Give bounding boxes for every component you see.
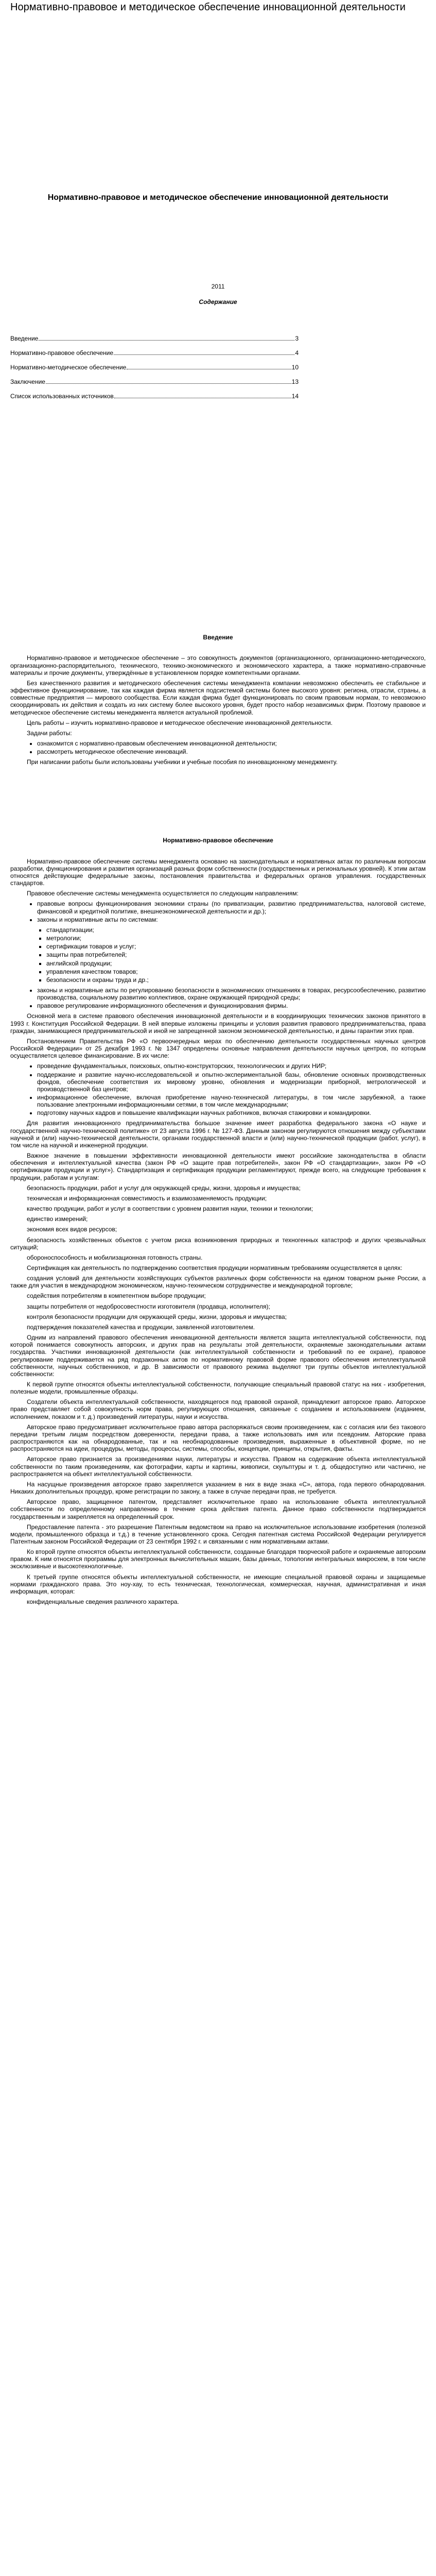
list-item: ▪ управления качеством товаров; (46, 968, 426, 975)
paragraph: Важное значение в повышении эффективности инновационной деятельности имеют российские законодательства в области обеспечения и интеллектуальной качества (закон РФ «О защите прав потребителей», закон РФ «О стандартизации», закон РФ «О сертификации продукции и услуг»). Стандартизация и сертификация продукции регламентируют, прежде всего, на следующие требования к продукции, работам и услугам: (10, 1152, 426, 1181)
toc-item (10, 378, 299, 385)
list-item: • ознакомится с нормативно-правовым обеспечением инновационной деятельности; (37, 740, 426, 747)
document-top-title: Нормативно-правовое и методическое обеспечение инновационной деятельности (10, 2, 406, 13)
requirement: безопасность продукции, работ и услуг для окружающей среды, жизни, здоровья и имущества; (27, 1184, 301, 1192)
systems-list (10, 926, 426, 984)
paragraph: Основной мега в системе правового обеспечения инновационной деятельности и в координирующих технических законов принятого в 1993 г. Конституция Российской Федерации. В ней впервые изложены принципы и условия развития правового предпринимательства, права граждан, занимающиеся предпринимательской и иной не запрещенной законом экономической деятельностью, и даны гарантии этих прав. (10, 1012, 426, 1035)
norm-section (10, 858, 426, 1606)
list-item: ▪ стандартизации; (46, 926, 426, 934)
list-item: • правовое регулирование информационного обеспечения и функционирования фирмы. (37, 1002, 426, 1009)
paragraph: Нормативно-правовое и методическое обеспечение – это совокупность документов (организационного, организационно-методического, организационно-распорядительного, технического, технико-экономического и экономического характера, а также нормативно-справочные материалы и прочие документы, утверждённые в установленном порядке компетентными органами. (10, 654, 426, 676)
certification-goal: защиты потребителя от недобросовестности изготовителя (продавца, исполнителя); (27, 1302, 270, 1310)
list-item: • правовые вопросы функционирования экономики страны (по приватизации, развитию предпринимательства, налоговой системе, финансовой и кредитной политике, внешнеэкономической деятельности и др.); (37, 900, 426, 914)
paragraph: Сертификация как деятельность по подтверждению соответствия продукции нормативным требованиям осуществляется в целях: (27, 1264, 403, 1272)
toc-item-page: 13 (291, 378, 299, 385)
main-title: Нормативно-правовое и методическое обеспечение инновационной деятельности (47, 193, 389, 202)
toc-item (10, 393, 299, 400)
paragraph: Без качественного развития и методического обеспечения системы менеджмента компании невозможно обеспечить ее стабильное и эффективное функционирование, так как каждая фирма является подсистемой системы более высокого уровня: региона, отрасли, страны, а совместные предприятия — мирового сообщества. Если каждая фирма будет функционировать по своим правовым нормам, то невозможно скоординировать их действия и создать из них систему более высокого уровня, будет просто набор независимых фирм. Поэтому правовое и методическое обеспечение системы менеджмента является актуальной проблемой. (10, 679, 426, 716)
list-item: ▪ метрологии; (46, 935, 426, 942)
paragraph: Создатели объекта интеллектуальной собственности, находящегося под правовой охраной, принадлежит авторское право. Авторское право представляет собой совокупность норм права, регулирующих отношения, связанные с созданием и использованием (изданием, исполнением, показом и т. д.) произведений литературы, науки и искусства. (10, 1398, 426, 1420)
paragraph: Предоставление патента - это разрешение Патентным ведомством на право на исключительное использование изобретения (полезной модели, промышленного образца и т.д.) в течение установленного срока. Сегодня патентная система Российской Федерации регулируется Патентным законом Российской Федерации от 23 сентября 1992 г. и связанными с ним нормативными актами. (10, 1523, 426, 1545)
list-item: ▪ защиты прав потребителей; (46, 951, 426, 958)
list-item: ▪ безопасности и охраны труда и др.; (46, 976, 426, 984)
paragraph: конфиденциальные сведения различного характера. (27, 1598, 179, 1606)
certification-goal: контроля безопасности продукции для окружающей среды, жизни, здоровья и имущества; (27, 1313, 287, 1320)
directions-list-continued (10, 987, 426, 1009)
paragraph: Авторское право признается за произведениями науки, литературы и искусства. Правом на содержание объекта интеллектуальной собственности по таким произведениям, как фотографии, карты и картины, живописи, скульптуры и т. д. общедоступно или частично, не распространяется на объект интеллектуальной собственности. (10, 1455, 426, 1478)
toc-item-title: Список использованных источников (10, 393, 114, 400)
paragraph: Правовое обеспечение системы менеджмента осуществляется по следующим направлениям: (27, 890, 299, 897)
requirement: безопасность хозяйственных объектов с учетом риска возникновения природных и техногенных катастроф и других чрезвычайных ситуаций; (10, 1236, 426, 1251)
paragraph: Одним из направлений правового обеспечения инновационной деятельности является защита интеллектуальной собственности, под которой понимается совокупность авторских, и других прав на результаты этой деятельности, охраняемые законодательными актами государства. Участники инновационной деятельности (как интеллектуальной собственности и требований по ее охране), правовое регулирование поддерживается на ряд подзаконных актов по нормативному правовой форме правового обеспечения интеллектуальной собственности, научных собственников, и др. В зависимости от правового режима выделяют три группы объектов интеллектуальной собственности: (10, 1334, 426, 1378)
toc-item-page: 4 (295, 349, 299, 357)
tasks-label: Задачи работы: (27, 729, 72, 737)
toc-item-page: 3 (295, 334, 299, 342)
intro-heading: Введение (203, 634, 233, 641)
list-item: • подготовку научных кадров и повышение квалификации научных работников, включая стажировки и командировки. (37, 1109, 426, 1116)
tasks-list (10, 740, 426, 755)
norm-heading: Нормативно-правовое обеспечение (163, 837, 273, 844)
list-item: • законы и нормативные акты по регулированию безопасности в экономических отношениях в товарах, ресурсообеспечению, развитию производства, социальному развитию коллективов, охране окружающей природной среды; (37, 987, 426, 1001)
certification-goal: содействия потребителям в компетентном выборе продукции; (27, 1292, 206, 1300)
paragraph: Постановлением Правительства РФ «О первоочередных мерах по обеспечению деятельности государственных научных центров Российской Федерации» от 25 декабря 1993 г. № 1347 определены основные направления деятельности научных центров, по которым осуществляется целевое финансирование. В их числе: (10, 1037, 426, 1060)
list-item: • проведение фундаментальных, поисковых, опытно-конструкторских, технологических и других НИР; (37, 1062, 426, 1070)
list-item: • информационное обеспечение, включая приобретение научно-технической литературы, в том числе зарубежной, а также пользование электронными информационными сетями, в том числе международными; (37, 1094, 426, 1108)
list-item: ▪ английской продукции; (46, 960, 426, 967)
directions-list (10, 900, 426, 923)
paragraph: Ко второй группе относятся объекты интеллектуальной собственности, созданные благодаря творческой работе и охраняемые авторским правом. К ним относятся программы для электронных вычислительных машин, базы данных, топологии интегральных микросхем, в том числе эксклюзивные и высокотехнологичные. (10, 1548, 426, 1570)
document-page (0, 1, 436, 1605)
certification-goal: подтверждения показателей качества и продукции, заявленной изготовителем. (27, 1323, 255, 1331)
list-item: ▪ сертификации товаров и услуг; (46, 943, 426, 950)
toc-item-title: Введение (10, 334, 39, 342)
toc-leader (46, 383, 291, 384)
requirement: экономия всех видов ресурсов; (27, 1226, 117, 1233)
toc-item-title: Заключение (10, 378, 45, 385)
centers-list (10, 1062, 426, 1116)
toc-item (10, 364, 299, 371)
paragraph: Цель работы – изучить нормативно-правовое и методическое обеспечение инновационной деятельности. (27, 719, 333, 726)
year: 2011 (211, 283, 225, 291)
toc-item-title: Нормативно-правовое обеспечение (10, 349, 114, 357)
toc-leader (39, 340, 294, 341)
paragraph: Нормативно-правовое обеспечение системы менеджмента основано на законодательных и нормативных актах по различным вопросам разработки, функционирования и развития организаций разных форм собственности (государственных и региональных уровней). К этим актам относятся действующие федеральные законы, постановления правительства и федеральных органов управления. государственных стандартов. (10, 857, 426, 887)
paragraph: Авторское право, защищенное патентом, представляет исключительное право на использование объекта интеллектуальной собственности по определенному направлению в течение срока действия патента. Данное право собственности подтверждается государственным и закрепляется на определенный срок. (10, 1498, 426, 1520)
intro-section (10, 654, 426, 766)
list-item: • рассмотреть методическое обеспечение инноваций. (37, 748, 426, 755)
paragraph: К третьей группе относятся объекты интеллектуальной собственности, не имеющие специальной правовой охраны и защищаемые нормами гражданского права. Это ноу-хау, то есть техническая, технологическая, коммерческая, научная, административная и иная информация, которая: (10, 1573, 426, 1595)
toc-item (10, 349, 299, 357)
requirement: техническая и информационная совместимость и взаимозаменяемость продукции; (27, 1194, 267, 1202)
toc-item-title: Нормативно-методическое обеспечение (10, 363, 127, 371)
toc-item (10, 335, 299, 342)
paragraph: Для развития инновационного предпринимательства большое значение имеет разработка федерального закона «О науке и государственной научно-технической политике» от 23 августа 1996 г. № 127-ФЗ. Данным законом регулируются отношения между субъектами научной и (или) научно-технической деятельности, органами государственной власти и (или) научно-технической продукции (работ, услуг), в том числе на научной и инженерной продукции. (10, 1120, 426, 1149)
toc-item-page: 10 (291, 363, 299, 371)
list-item: • законы и нормативные акты по системам: (37, 916, 426, 923)
table-of-contents (10, 335, 299, 400)
requirement: качество продукции, работ и услуг в соответствии с уровнем развития науки, техники и технологии; (27, 1205, 313, 1213)
paragraph: К первой группе относятся объекты интеллектуальной собственности, получающие специальный правовой статус на них - изобретения, полезные модели, промышленные образцы. (10, 1381, 426, 1396)
paragraph: Авторское право предусматривает исключительное право автора распоряжаться своим произведением, как с согласия или без такового передачи третьим лицам посредством доверенности, передачи права, а также использовать имя или псевдоним. Авторские права распространяются как на обнародованные, так и на необнародованные произведения, выраженные в объективной форме, но не распространяются на идеи, процедуры, методы, процессы, системы, способы, концепции, принципы, открытия, факты. (10, 1423, 426, 1453)
certification-goal: создания условий для деятельности хозяйствующих субъектов различных форм собственности на едином товарном рынке России, а также для участия в международном экономическом, научно-техническом сотрудничестве и международной торговле; (10, 1275, 426, 1290)
paragraph: При написании работы были использованы учебники и учебные пособия по инновационному менеджменту. (27, 758, 338, 766)
toc-item-page: 14 (291, 393, 299, 400)
toc-heading: Содержание (199, 298, 237, 306)
list-item: • поддержание и развитие научно-исследовательской и опытно-экспериментальной базы, обновление основных производственных фондов, обеспечение соответствия их мировому уровню, обновления и модернизации приборной, метрологической и производственной баз центров; (37, 1071, 426, 1093)
toc-leader (114, 354, 294, 355)
requirement: обороноспособность и мобилизационная готовность страны. (27, 1253, 203, 1261)
paragraph: На насущные произведения авторское право закрепляется указанием в них в виде знака «С», автора, года первого обнародования. Никаких дополнительных процедур, кроме регистрации по закону, а также в случае передачи прав, не требуется. (10, 1480, 426, 1496)
requirement: единство измерений; (27, 1215, 88, 1223)
